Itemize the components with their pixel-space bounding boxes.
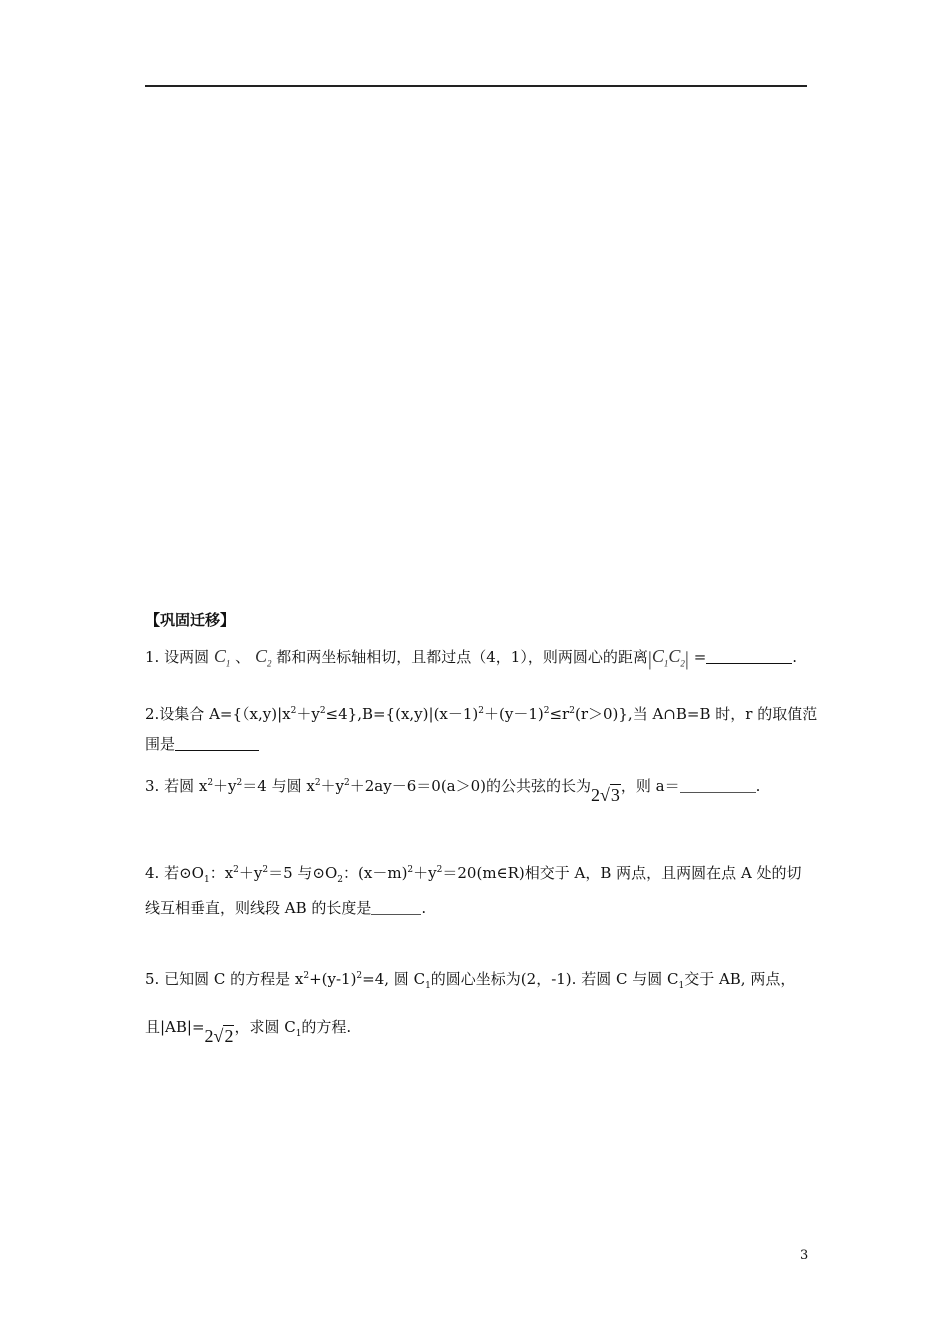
- question-1: [145, 646, 797, 674]
- q4-text-d: ＝5 与⊙O: [268, 864, 338, 882]
- q5-sup: 2: [356, 971, 363, 981]
- question-4-line-2: [145, 898, 426, 918]
- q2-text-b: ＋y: [296, 705, 320, 723]
- q5-sub: 1: [678, 981, 685, 991]
- q4-sup: 2: [262, 865, 269, 875]
- q2-answer-blank[interactable]: [175, 736, 259, 751]
- question-2-line-1: [145, 701, 817, 724]
- q4-end: .: [421, 899, 427, 917]
- q1-eq: =: [693, 648, 707, 666]
- q3-text-f: ，则 a＝: [620, 777, 680, 795]
- q4-text-e: ：(x－m): [343, 864, 408, 882]
- page-number: 3: [800, 1248, 809, 1263]
- header-rule: [145, 85, 807, 87]
- q5-line2-text-a: 且|AB|=: [145, 1018, 205, 1036]
- q4-sub: 2: [337, 875, 344, 885]
- q1-answer-blank[interactable]: [706, 649, 792, 664]
- q2-text-c: ≤4},B={(x,y)|(x－1): [325, 705, 479, 723]
- q2-sup: 2: [569, 706, 575, 716]
- section-heading: 【巩固迁移】: [145, 611, 236, 629]
- q3-sup: 2: [314, 778, 321, 788]
- q3-radical-coef: 2: [591, 785, 601, 805]
- q4-sup: 2: [233, 865, 239, 875]
- q1-middle: 都和两坐标轴相切，且都过点（4，1），则两圆心的距离: [276, 648, 648, 666]
- q1-end: .: [792, 648, 798, 666]
- q3-radicand: 3: [610, 785, 620, 805]
- q1-c2: $C_2$: [254, 646, 272, 669]
- q4-sup: 2: [407, 865, 414, 875]
- q5-radical: 2√2: [204, 1026, 234, 1046]
- q5-radicand: 2: [224, 1026, 234, 1046]
- question-5-line-1: [145, 966, 795, 996]
- q5-text-e: 交于 AB, 两点，: [684, 970, 796, 988]
- q3-text-c: ＝4 与圆 x: [242, 777, 315, 795]
- q5-line2-text-b: ，求圆 C: [234, 1018, 296, 1036]
- q5-sup: 2: [303, 971, 310, 981]
- question-5-line-2: [145, 1017, 351, 1046]
- q4-answer-blank[interactable]: [371, 900, 421, 915]
- q5-line2-text-c: 的方程.: [301, 1018, 352, 1036]
- q1-abs-c2: $C_2$: [668, 646, 685, 669]
- q3-text-a: 3. 若圆 x: [145, 777, 208, 795]
- q3-sup: 2: [207, 778, 214, 788]
- q4-text-g: ＝20(m∈R)相交于 A，B 两点，且两圆在点 A 处的切: [442, 864, 802, 882]
- q2-sup: 2: [543, 706, 550, 716]
- q1-sep: 、: [235, 648, 251, 666]
- q5-text-d: 的圆心坐标为(2，-1). 若圆 C 与圆 C: [430, 970, 679, 988]
- q5-radical-coef: 2: [204, 1026, 214, 1046]
- abs-bar-right: |: [684, 648, 689, 670]
- q3-radical: 2√3: [591, 785, 620, 805]
- q1-prefix: 1. 设两圆: [145, 648, 210, 666]
- q2-line2-text: 围是: [145, 735, 176, 753]
- q3-text-e: ＋2ay－6＝0(a＞0)的公共弦的长为: [349, 777, 592, 795]
- q5-text-a: 5. 已知圆 C 的方程是 x: [145, 970, 304, 988]
- question-3: [145, 773, 760, 805]
- q2-sup: 2: [319, 706, 326, 716]
- q3-end: .: [755, 777, 761, 795]
- q2-text-a: 2.设集合 A={（x,y)|x: [145, 705, 291, 723]
- question-2-line-2: [145, 734, 259, 754]
- q3-text-b: ＋y: [213, 777, 237, 795]
- q3-answer-blank[interactable]: [680, 778, 756, 793]
- q2-sup: 2: [290, 706, 297, 716]
- q5-text-c: =4, 圆 C: [362, 970, 426, 988]
- q5-text-b: +(y-1): [309, 970, 357, 988]
- q4-line2-text: 线互相垂直，则线段 AB 的长度是: [145, 899, 372, 917]
- q4-sub: 1: [203, 875, 210, 885]
- q2-text-d: ＋(y－1): [484, 705, 544, 723]
- q4-text-b: ：x: [209, 864, 234, 882]
- q5-sub: 1: [425, 981, 431, 991]
- q2-text-f: (r＞0)},当 A∩B=B 时，r 的取值范: [574, 705, 818, 723]
- q1-abs-c1: $C_1$: [651, 646, 669, 669]
- q3-sup: 2: [236, 778, 243, 788]
- q2-text-e: ≤r: [549, 705, 570, 723]
- q4-sup: 2: [436, 865, 443, 875]
- q5-sub: 1: [295, 1029, 302, 1039]
- q3-sup: 2: [344, 778, 350, 788]
- q4-text-a: 4. 若⊙O: [145, 864, 204, 882]
- abs-bar-left: |: [647, 648, 652, 670]
- q1-c1: $C_1$: [213, 646, 231, 669]
- q4-text-f: ＋y: [413, 864, 437, 882]
- question-4-line-1: [145, 860, 802, 890]
- q4-text-c: ＋y: [238, 864, 263, 882]
- q3-text-d: ＋y: [320, 777, 345, 795]
- q2-sup: 2: [478, 706, 485, 716]
